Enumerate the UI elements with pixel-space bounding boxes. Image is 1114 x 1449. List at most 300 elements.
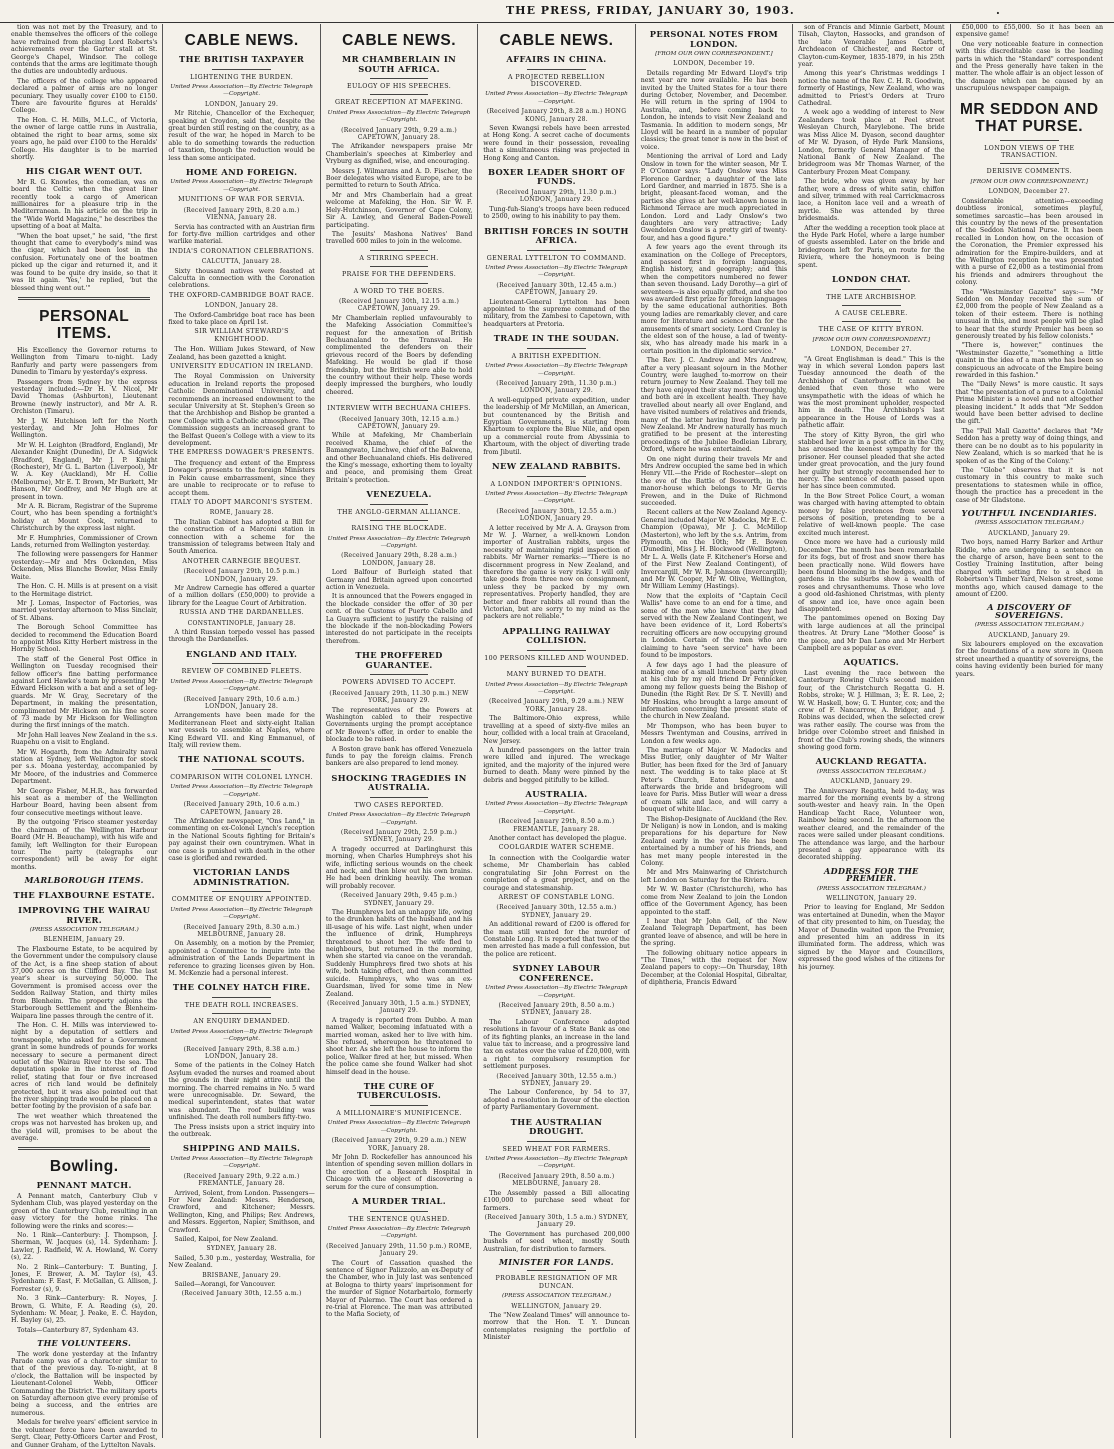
masthead-mark: . <box>996 4 1001 17</box>
column-5 <box>636 24 793 1438</box>
column-rule <box>370 674 429 675</box>
column-rule <box>212 1013 271 1014</box>
dateline: LONDON, December 27. <box>988 188 1070 196</box>
article-subheading: PROBABLE RESIGNATION OF MR DUNCAN. <box>495 1275 618 1290</box>
article-headline: SHOCKING TRAGEDIES IN AUSTRALIA. <box>331 772 467 793</box>
article-paragraph: The officers of the college who appeared declared a palmer of arms are no longer pecuniary. They usually cover £100 to £150. There are favourite figures at Heralds' College. <box>11 77 158 115</box>
article-subheading: A STIRRING SPEECH. <box>359 254 439 262</box>
article-subheading: MANY BURNED TO DEATH. <box>506 671 607 679</box>
dateline: (Received January 29th, 8.20 a.m.) VIENNA, January 28. <box>183 206 300 222</box>
article-subheading: A WORD TO THE BOERS. <box>353 287 445 295</box>
column-rule <box>842 305 901 306</box>
article-subheading: THE OXFORD-CAMBRIDGE BOAT RACE. <box>169 291 315 299</box>
dateline: (Received January 30th, 12.55 a.m.) LONDON, January 29. <box>496 507 617 523</box>
dateline: (Received January 29th, 11.30 p.m.) LONDON, January 29. <box>496 188 617 204</box>
article-headline: SHIPPING AND MAILS. <box>183 1143 301 1154</box>
column-rule <box>370 504 429 505</box>
section-heading: PERSONAL ITEMS. <box>39 307 130 342</box>
article-paragraph: The Bishop-Designate of Auckland (the Rev. Dr Neligan) is now in London, and is making preparations for his departure for New Zealand early in the year. He has been entertained by a number of his friends, and has met many people interested in the Colony. <box>640 815 788 868</box>
article-paragraph: son of Francis and Minnie Garbett, Mount Tilsah, Clayton, Hassocks, and grandson of the late Venerable James Garbett, Archdeacon of Chichester, and Rector of Clayton-cum-Keymer, 1835-1879, in his 25th year. <box>798 24 945 69</box>
article-subheading: TWO CASES REPORTED. <box>354 801 444 809</box>
article-headline: VICTORIAN LANDS ADMINISTRATION. <box>193 867 291 887</box>
article-subheading: SIR WILLIAM STEWARD'S KNIGHTHOOD. <box>194 328 289 343</box>
credit-line: United Press Association—By Electric Telegraph—Copyright. <box>485 363 628 377</box>
dateline: (Received January 29th, 8.50 a.m.) MELBOURNE, January 28. <box>498 1172 615 1188</box>
dateline: (Received January 29th, 10.6 a.m.) LONDON, January 28. <box>183 695 300 710</box>
dateline: (Received January 29th, 9.45 p.m.) SYDNEY, January 29. <box>340 892 458 907</box>
article-headline: APPALLING RAILWAY COLLISION. <box>502 625 611 646</box>
article-paragraph: The bride, who was given away by her father, wore a dress of white satin, chiffon and silver, trimmed with real Carrickmacross lace, a Honiton lace veil and a wreath of myrtle. She was attended by three bridesmaids. <box>798 178 945 223</box>
article-paragraph: Mr Ritchie, Chancellor of the Exchequer, speaking at Croydon, said that, despite the great burden still resting on the country, as a result of the war, he hoped in March to be able to do something towards the reduction of taxation, though the reduction would be less than some anticipated. <box>168 110 315 162</box>
credit-line: (PRESS ASSOCIATION TELEGRAM.) <box>816 768 926 775</box>
article-paragraph: Prior to leaving for England, Mr Seddon was entertained at Dunedin, when the Mayor of that city presented to him, on Tuesday, the Mayor of Dunedin waited upon the Premier, and presented him an address in its illuminated form. The address, which was signed by the Mayor and Councillors, expressed the good wishes of the citizens for his journey. <box>798 904 945 971</box>
article-paragraph: Mentioning the arrival of Lord and Lady Onslow in town for the winter season, Mr T. P. O'Connor says: "Lady Onslow was Miss Florence Gardner, a daughter of the late Lord Gardner, and married in 1875. She is a bright, pleasant-faced woman, and the parties she gives at her well-known house in Richmond Terrace are much appreciated in London. Lord and Lady Onslow's two daughters are very attractive; Lady Gwendolen Onslow is a pretty girl of twenty-four, and has a good figure." <box>640 153 788 242</box>
column-rule <box>370 78 429 79</box>
article-paragraph: The Labour Conference adopted resolutions in favour of a State Bank as one of its fighting planks, an increase in the land value tax to increase, and a progressive land tax on estates over the value of £20,000, with a right to compulsory resumption for settlement purposes. <box>483 1018 630 1071</box>
column-rule <box>527 650 586 651</box>
article-subheading: SEED WHEAT FOR FARMERS. <box>502 1145 611 1153</box>
double-rule <box>18 1147 150 1150</box>
article-paragraph: A few days ago I had the pleasure of making one of a small luncheon party given at his club by my old friend Dr Fennicker, among my fellow guests being the Bishop of Dunedin (the Right Rev. Dr S. T. Nevill) and Mr Hoskins, who brought a large amount of information concerning the present state of the church in New Zealand. <box>640 661 788 721</box>
dateline: LONDON, January 28. <box>205 302 279 310</box>
article-paragraph: Mr John Hall leaves New Zealand in the s.s. Ruapehu on a visit to England. <box>11 731 158 747</box>
article-paragraph: Recent callers at the New Zealand Agency-General included Major W. Madocks, Mr E. C. Champion (Opawa), Mr J. C. McMillop (Masterton), who left by the s.s. Antrim, from Plymouth, on the 10th; Mr E. Bowen (Dunedin), Miss J. H. Blockwood (Wellington), Mr L. A. Wells (late F. Kitchener's Horse and of the First New Zealand Contingent), of Invercargill, Mr W. R. Johnson (Invercargill); and Mr W. Cooper, Mr W. Olive, Wellington, Mr William Lemmy (Hastings). <box>640 509 788 591</box>
article-subheading: COMPARISON WITH COLONEL LYNCH. <box>170 773 314 781</box>
italic-headline: ADDRESS FOR THE PREMIER. <box>824 865 919 884</box>
article-paragraph: "A Great Englishman is dead." This is the way in which several London papers last Tuesday announced the death of the Archbishop of Canterbury. It cannot be denied that even those who were unsympathetic with the ideas of which he was the most prominent upholder, respected him in death. The Archbishop's last appearance in the House of Lords was a pathetic affair. <box>798 355 945 430</box>
dateline: (Received January 29th, 9.29 a.m.) NEW YORK, January 28. <box>489 698 624 713</box>
article-paragraph: The "Daily News" is more caustic. It says that "the presentation of a purse to a Colonial Prime Minister is a novel and not altogether pleasing incident." It adds that "Mr Seddon would have been better advised to decline the gift." <box>955 381 1103 426</box>
article-paragraph: One very noticeable feature in connection with this discreditable case is the leading parts in which the "Standard" correspondent and the Press generally have taken in the matter. The whole affair is an object lesson of the damage which can be caused by an unscrupulous newspaper campaign. <box>955 40 1103 93</box>
credit-line: United Press Association—By Electric Telegraph—Copyright. <box>170 179 314 193</box>
article-paragraph: The following were passengers for Hanmer yesterday:—Mr and Mrs Ockenden, Miss Ockenden, Miss Blanche Bowler, Miss Emily Waite. <box>11 551 158 581</box>
credit-line: United Press Association—By Electric Telegraph—Copyright. <box>485 681 628 696</box>
article-paragraph: A hundred passengers on the latter train were killed and injured. The wreckage ignited, and the majority of the injured were burned to death. Many were pinned by the debris and begged pitifully to be killed. <box>483 746 630 784</box>
credit-line: United Press Association—By Electric Telegraph—Copyright. <box>485 490 628 505</box>
dateline: (Received January 29th, 11.30 p.m.) LONDON, January 29. <box>496 379 617 395</box>
article-paragraph: Tung-fuh-Siang's troops have been reduced to 2500, owing to his inability to pay them. <box>483 205 630 221</box>
dateline: AUCKLAND, January 29. <box>830 778 913 786</box>
credit-line: (PRESS ASSOCIATION TELEGRAM.) <box>29 927 139 934</box>
article-paragraph: Mr Andrew Carnegie has offered a quarter of a million dollars (£50,000) to provide a library for the League Court of Arbitration. <box>168 584 315 607</box>
article-subheading: THE CASE OF KITTY BYRON. <box>818 326 924 334</box>
column-rule <box>212 997 271 998</box>
dateline: ROME, January 28. <box>209 509 274 517</box>
credit-line: (PRESS ASSOCIATION TELEGRAM.) <box>501 1293 612 1300</box>
dateline: (Received January 30th, 12.55 a.m.) SYDNEY, January 29. <box>496 904 617 919</box>
credit-line: (PRESS ASSOCIATION TELEGRAM.) <box>974 520 1084 527</box>
article-paragraph: Six labourers employed on the excavation for the foundations of a new store in Queen street unearthed a quantity of sovereigns, the coins having evidently been buried for many years. <box>955 641 1103 678</box>
article-paragraph: Mr J. W. Hutchison left for the North yesterday, and Mr John Holmes for Wellington. <box>11 417 158 440</box>
credit-line: United Press Association—By Electric Telegraph—Copyright. <box>327 535 471 549</box>
article-paragraph: The Court of Cassation quashed the sentence of Signor Palizzolo, an ex-Deputy of the Chamber, who in July last was sentenced at Bologna to thirty years' imprisonment for the murder of Signor Notarbartolo, formerly Mayor of Palermo. The Court has ordered a re-trial at Florence. The man was attributed to the Mafia Society, of <box>325 1259 473 1319</box>
dateline: (Received January 29th, 9.22 a.m.) FREMANTLE, January 28. <box>183 1172 300 1188</box>
dateline: LONDON, December 19. <box>673 60 755 68</box>
article-subheading: A CAUSE CELEBRE. <box>835 309 908 317</box>
article-headline: HIS CIGAR WENT OUT. <box>25 166 143 177</box>
article-paragraph: Arrived, Solent, from London. Passengers—For New Zealand: Messrs. Henderson, Crawford, and Kitchener; Messrs. Wellington, King, and Philips; Rev. Andrews, and Messrs. Eggerton, Napier, Smithson, and Crawford. <box>168 1189 315 1234</box>
dateline: AUCKLAND, January 29. <box>988 529 1071 537</box>
column-rule <box>842 321 901 322</box>
column-1 <box>6 24 163 1449</box>
article-paragraph: Two boys, named Harry Barker and Arthur Riddle, who are undergoing a sentence on the charge of arson, have been sent to the Costley Training Institution, after being charged with setting fire to a shed in Robertson's Timber Yard, Nelson street, some months ago, which caused damage to the amount of £200. <box>955 539 1103 598</box>
article-paragraph: A tragedy occurred at Darlinghurst this morning, when Charles Humphreys shot his wife, inflicting serious wounds on the cheek and neck, and then blew out his own brains. He had been drinking heavily. The woman will probably recover. <box>325 845 473 890</box>
article-subheading: A PROJECTED REBELLION DISCOVERED. <box>508 73 605 88</box>
article-paragraph: Mr W. H. Leighton (Bradford, England), Mr Alexander Knight (Dunedin), Dr A. Sidgwick (Bradford, England), Mr J. P. Knight (Rochester), Mr G. L. Barton (Liverpool), Mr W. A. Key (Auckland), Mr H. Collie (Melbourne), Mr E. T. Brown, Mr Burkett, Mr Hanson, Mr Godfrey, and Mr Hugh are at present in town. <box>11 441 158 501</box>
article-subheading: RAISING THE BLOCKADE. <box>351 525 447 533</box>
column-rule <box>370 266 429 267</box>
dateline: SYDNEY, January 28. <box>206 1245 277 1253</box>
article-headline: MR CHAMBERLAIN IN SOUTH AFRICA. <box>341 54 457 74</box>
article-paragraph: £50,000 to £55,000. So it has been an expensive game! <box>955 24 1103 39</box>
article-paragraph: A letter received by Mr A. A. Grayson from Mr W. J. Warner, a well-known London importer of Australian rabbits, urges the necessity of maintaining rigid inspection of rabbits. Mr Warner remarks:—"There is no discernment progress in New Zealand, and therefore the game is very risky. I will only take goods from three now on consignment, unless they be packed by my own representatives. Properly handled, they are better and finer rabbits all round than the Victorian, but are sorry to my mind as the packers are not reliable." <box>483 524 630 621</box>
article-subheading: COOLGARDIE WATER SCHEME. <box>498 844 615 852</box>
dateline: (Received January 30th, 12.45 a.m.) CAPETOWN, January 29. <box>496 281 617 297</box>
article-paragraph: Among this year's Christmas weddings I notice the name of the Rev. C. H. R. Goodwin, formerly of Hastings, New Zealand, who was admitted to Priest's Orders at Truro Cathedral. <box>798 70 945 108</box>
section-heading: CABLE NEWS. <box>342 32 457 49</box>
dateline: (Received January 29th, 8.50 a.m.) SYDNEY, January 28. <box>498 1001 615 1017</box>
dateline: BRISBANE, January 29. <box>202 1271 282 1279</box>
article-paragraph: Considerable attention—exceeding doubtless ironical, sometimes playful, sometimes sarcastic—has been aroused in this country by the news of the presentation of the Seddon National Purse. It has been recalled in London how, on the occasion of the Coronation, the Premier expressed his admiration for the Empire-builders, and at the Wellington reception he was presented with a purse of £2,000 as a testimonial from his friends and admirers throughout the colony. <box>955 197 1103 287</box>
article-paragraph: Mr John D. Rockefeller has announced his intention of spending seven million dollars in the erection of a Research Hospital in Chicago with the object of discovering a serum for the cure of consumption. <box>325 1154 473 1191</box>
article-headline: AQUATICS. <box>843 657 900 668</box>
article-paragraph: Medals for twelve years' efficient service in the volunteer force have been awarded to Sergt. Clear, Petty-Officers Carter and Frost, and Gunner Graham, of the Lyttelton Navals. <box>11 1419 158 1449</box>
dateline: (Received January 29th, 9.29 a.m.) NEW YORK, January 28. <box>331 1137 467 1152</box>
dateline: LONDON, January 29. <box>205 100 279 108</box>
dateline: (Received January 29th, 8.28 a.m.) HONG KONG, January 28. <box>486 108 627 123</box>
section-heading: MR SEDDON AND THAT PURSE. <box>960 100 1099 135</box>
credit-line: United Press Association—By Electric Telegraph—Copyright. <box>170 1155 314 1170</box>
article-paragraph: In connection with the Coolgardie water scheme, Mr Chamberlain has cabled congratulating Sir John Forrest on the completion of a great project, and on the courage and statesmanship. <box>483 854 630 892</box>
article-headline: THE PROFFERED GUARANTEE. <box>355 650 443 670</box>
article-paragraph: Totals—Canterbury 87, Sydenham 43. <box>17 1326 139 1334</box>
article-paragraph: The Hon. C. H. Mills was interviewed to-night by a deputation of settlers and townspeople, who asked for a Government grant in some hundreds of pounds for works necessary to secure a permanent direct outlet of the Wairau River to the sea. The deputation spoke in the interest of flood relief, stating that four or five increased acres of rich land would be definitely protected, but it was also pointed out that the river shipping trade would be placed on a better footing by the provision of a safe bar. <box>11 1021 158 1111</box>
article-headline: A MURDER TRIAL. <box>352 1196 447 1207</box>
article-subheading: LONDON VIEWS OF THE TRANSACTION. <box>984 144 1075 160</box>
italic-headline: A DISCOVERY OF SOVEREIGNS. <box>987 602 1072 620</box>
italic-headline: MINISTER FOR LANDS. <box>499 1256 614 1267</box>
article-paragraph: Now that the exploits of "Captain Cecil Wallis" have come to an end for a time, and some of the men who knew that they had served with the New Zealand Contingent, we have been evidence of it, Lord Roberts's recruiting officers are now occupying ground in London. Certain of the men who are claiming to have "seen service" have been found to be impostors. <box>640 592 788 660</box>
article-paragraph: Mr Thompson, who has been buyer to Messrs Twentyman and Cousins, arrived in London a few weeks ago. <box>640 722 788 745</box>
article-headline: VENEZUELA. <box>366 489 432 500</box>
article-subheading: UNIVERSITY EDUCATION IN IRELAND. <box>169 363 314 370</box>
article-paragraph: A Pennant match, Canterbury Club v Sydenham Club, was played yesterday on the green of the Canterbury Club, resulting in an easy victory for the home rinks. The following were the rinks and scores:— <box>11 1192 158 1230</box>
dateline: (Received January 29th, 8.28 a.m.) LONDON, January 28. <box>341 552 458 567</box>
dateline: (Received January 30th, 12.55 a.m.) SYDNEY, January 29. <box>496 1072 617 1088</box>
article-subheading: PRAISE FOR THE DEFENDERS. <box>342 271 457 279</box>
article-subheading: ITALY TO ADOPT MARCONI'S SYSTEM. <box>170 498 313 506</box>
article-paragraph: The story of Kitty Byron, the girl who stabbed her lover in a post office in the City, has aroused the keenest sympathy for the prisoner. Her counsel pleaded that she acted under great provocation, and the jury found her guilty but strongly recommended her to mercy. The sentence of death passed upon her has since been commuted. <box>798 431 945 491</box>
article-headline: THE FLAXBOURNE ESTATE. <box>13 889 155 900</box>
article-headline: LONDON CHAT. <box>831 274 911 284</box>
article-paragraph: The Flaxbourne Estate, to be acquired by the Government under the compulsory clause of the Act, is a fine sheep station of about 37,000 acres on the Clifford Bay. The last year's shear is surveying 50,000. The Government is promised access over the Seddon Railway Station, and thirty miles from Blenheim. The property adjoins the Starborough Settlement and the Blenheim-Waipara line passes through the centre of it. <box>11 945 158 1020</box>
article-paragraph: The Italian Cabinet has adopted a Bill for the construction of a Marconi station in connection with a scheme for the transmission of telegrams between Italy and South America. <box>168 518 315 556</box>
credit-line: United Press Association—By Electric Telegraph—Copyright. <box>170 784 314 798</box>
article-headline: HOME AND FOREIGN. <box>185 166 298 177</box>
article-paragraph: tion was not met by the Treasury, and to enable themselves the officers of the college have refrained from placing Lord Roberts's achievements over the Garter stall at St. George's Chapel, Windsor. The college contends that the arms are legitimate though the duties are undoubtedly arduous. <box>11 24 158 76</box>
dateline: (Received January 30th, 12.15 a.m.) CAPETOWN, January 29. <box>339 415 460 431</box>
article-paragraph: Sailed, Kaipoi, for New Zealand. <box>174 1235 279 1243</box>
article-subheading: ARREST OF CONSTABLE LONG. <box>498 893 615 901</box>
article-paragraph: Mr George Fisher, M.H.R., has forwarded his seat as a member of the Wellington Harbour Board, having been absent from four consecutive meetings without leave. <box>11 787 158 817</box>
article-paragraph: Mr and Mrs Mainwaring of Christchurch left London on Saturday for the Riviera. <box>640 869 788 884</box>
article-paragraph: "There is, however," continues the "Westminster Gazette," "something a little quaint in the idea of a man who has been so conspicuous an advocate of the Empire being rewarded in this fashion." <box>955 342 1103 380</box>
double-rule <box>18 297 150 300</box>
credit-line: United Press Association—By Electric Telegraph—Copyright. <box>327 1225 471 1240</box>
credit-line: United Press Association—By Electric Telegraph—Copyright. <box>327 109 471 124</box>
article-paragraph: The Hon. C. H. Mills, M.L.C., of Victoria, the owner of large cattle runs in Australia, obtained the right to bear arms, some six years ago, he paid over £100 to the Heralds' College. His daughter is to be married shortly. <box>11 116 158 161</box>
article-paragraph: Sailed, 5.30 p.m., yesterday, Westralia, for New Zealand. <box>168 1254 315 1270</box>
article-subheading: A BRITISH EXPEDITION. <box>511 352 602 360</box>
article-headline: TRADE IN THE SOUDAN. <box>493 333 620 344</box>
credit-line: United Press Association—By Electric Telegraph—Copyright. <box>170 678 314 693</box>
article-paragraph: "When the boat upset," he said, "the first thought that came to everybody's mind was the cigar, which had been lost in the confusion. Fortunately one of the boatmen picked up the cigar and returned it, and it was found to be quite dry inside, so that it was lit again. 'Yes,' he replied, 'but the blessed thing went out.'" <box>11 232 158 292</box>
article-paragraph: Some of the patients in the Colney Hatch Asylum evaded the nurses and roamed about the grounds in their night attire until the morning. The charred remains in No. 5 ward were unrecognisable. Dr. Seward, the medical superintendent, states that water was abundant. The roof building was unfinished. The death roll numbers fifty-two. <box>168 1062 315 1122</box>
dateline: (Received January 29th, 10.6 a.m.) CAPETOWN, January 28. <box>183 801 300 816</box>
article-paragraph: A tragedy is reported from Dubbo. A man named Walker, becoming infatuated with a married woman, asked her to live with him. She refused, whereupon he threatened to shoot her. As she left the house to inform the police, Walker fired at her, but missed. When the police came she found Walker had shot himself dead in the house. <box>325 1016 473 1076</box>
column-rule <box>527 1270 586 1271</box>
article-headline: THE COLNEY HATCH FIRE. <box>172 982 311 993</box>
newspaper-columns <box>6 24 1108 1449</box>
column-rule <box>370 1105 429 1106</box>
column-rule <box>370 250 429 251</box>
article-paragraph: The Afrikander newspapers praise Mr Chamberlain's speeches at Kimberley and Vryburg as dignified, wise, and encouraging. <box>325 143 473 166</box>
column-rule <box>370 520 429 521</box>
article-subheading: A MILLIONAIRE'S MUNIFICENCE. <box>336 1109 462 1117</box>
article-paragraph: The following obituary notice appears in "The Times," with the request for New Zealand papers to copy:—On Thursday, 18th December, at the Colonial Hospital, Gibraltar, of diphtheria, Francis Edward <box>640 949 788 987</box>
article-paragraph: No. 2 Rink—Canterbury: T. Bunting, J. Jones, F. Brewer, A. M. Taylor (s), 43. Sydenham: F. East, F. McGallan, G. Allison, J. Forrester (s), 9. <box>11 1263 158 1293</box>
article-paragraph: The Royal Commission on University education in Ireland reports the proposed Catholic Denominational University, and recommends an increased endowment to the secular University at St. Stephen's Green so that the Archbishop and Bishop be granted a new College with a Catholic atmosphere. The Commission suggests an increased grant to the Belfast Queen's College with a view to its development. <box>168 373 315 448</box>
article-paragraph: Mr A. R. Bicram, Registrar of the Supreme Court, who has been spending a fortnight's holiday at Mount Cook, returned to Christchurch by the express last night. <box>11 503 158 533</box>
article-headline: THE CURE OF TUBERCULOSIS. <box>356 1080 442 1101</box>
article-paragraph: A week ago a wedding of interest to New Zealanders took place at Peel street Wesleyan Church, Marylebone. The bride was Miss Alice M. Dyason, second daughter of Mr W. Dyason, of Hyde Park Mansions, London, formerly General Manager of the National Bank of New Zealand. The bridegroom was Mr Thomas Warner, of the Canterbury Frozen Meat Company. <box>798 109 945 176</box>
dateline: CONSTANTINOPLE, January 28. <box>187 619 296 627</box>
article-subheading: AN ENQUIRY DEMANDED. <box>193 1018 290 1026</box>
column-rule <box>370 283 429 284</box>
italic-headline: MARLBOROUGH ITEMS. <box>24 875 144 886</box>
credit-line: United Press Association—By Electric Telegraph—Copyright. <box>327 1120 471 1134</box>
article-paragraph: The representatives of the Powers at Washington cabled to their respective Governments urging the prompt acceptance of Mr Bowen's offer, in order to enable the blockade to be raised. <box>325 706 473 744</box>
article-headline: SYDNEY LABOUR CONFERENCE. <box>512 963 601 983</box>
article-paragraph: The pantomimes opened on Boxing Day with large audiences at all the principal theatres. At Drury Lane "Mother Goose" is the piece, and Mr Dan Leno and Mr Herbert Campbell are as popular as ever. <box>798 615 945 652</box>
credit-line: United Press Association—By Electric Telegraph—Copyright. <box>170 906 314 921</box>
article-subheading: EULOGY OF HIS SPEECHES. <box>347 83 452 90</box>
column-rule <box>370 1211 429 1212</box>
dateline: (Received January 30th, 1.5 a.m.) SYDNEY, January 29. <box>327 999 471 1015</box>
credit-line: United Press Association—By Electric Telegraph—Copyright. <box>485 1156 628 1170</box>
article-subheading: THE LATE ARCHBISHOP. <box>826 293 917 301</box>
article-paragraph: The Labour Conference, by 54 to 37, adopted a resolution in favour of the election of party Parliamentary Government. <box>483 1089 630 1112</box>
article-subheading: THE DEATH ROLL INCREASES. <box>184 1001 299 1009</box>
article-paragraph: Seven Kwangsi rebels have been arrested at Hong Kong. A secret cache of documents were found in their possession, revealing that a simultaneous rising was projected in Hong Kong and Canton. <box>483 124 630 162</box>
credit-line: [FROM OUR OWN CORRESPONDENT.] <box>970 178 1089 185</box>
article-subheading: INDIA'S CORONATION CELEBRATIONS. <box>169 247 315 255</box>
article-paragraph: Another contact has developed the plague. <box>489 835 627 843</box>
column-rule <box>370 400 429 401</box>
credit-line: United Press Association—By Electric Telegraph—Copyright. <box>485 801 628 815</box>
masthead-title: THE PRESS, FRIDAY, JANUARY 30, 1903. <box>506 4 795 17</box>
article-headline: ENGLAND AND ITALY. <box>185 648 298 659</box>
credit-line: (PRESS ASSOCIATION TELEGRAM.) <box>816 885 926 892</box>
article-paragraph: On Assembly, on a motion by the Premier, appointed a Committee to inquire into the administration of the Lands Department in reference to grazing licenses given by Hon. M. McKenzie had a personal interest. <box>168 940 315 977</box>
dateline: (Received January 29th, 8.38 a.m.) LONDON, January 28. <box>183 1045 300 1060</box>
article-paragraph: The Baltimore-Ohio express, while travelling at a speed of sixty-five miles an hour, collided with a local train at Graceland, New Jersey. <box>483 715 630 745</box>
article-paragraph: The Hon. William Jukes Steward, of New Zealand, has been gazetted a knight. <box>168 346 315 361</box>
article-paragraph: Once more we have had a curiously mild December. The month has been remarkable for its fogs, but of frost and snow there has been practically none. Wild flowers have been found blooming in the hedges, and the gardens in the suburbs show a wealth of roses and chrysanthemums. Those who love a good old-fashioned Christmas, with plenty of snow and ice, have once again been disappointed. <box>798 539 945 613</box>
italic-headline: THE VOLUNTEERS. <box>37 1338 132 1349</box>
article-subheading: THE ANGLO-GERMAN ALLIANCE. <box>337 508 461 516</box>
article-paragraph: Details regarding Mr Edward Lloyd's trip next year are now available. He has been invited by the United States for a tour there during October, November, and December. He will return in the spring of 1904 to Australia, and, before coming back to London, he intends to visit New Zealand and Tasmania. In addition to modern songs, Mr Lloyd will be heard in a number of popular classics; the great tenor is now in the best of voice. <box>640 69 788 151</box>
column-7 <box>951 24 1108 1438</box>
article-paragraph: The Anniversary Regatta, held to-day, was marred for the morning events by a strong south-wester and heavy rain. In the Open Handicap Yacht Race, Volunteer won, Rainbow being second. In the afternoon the weather cleared, and the remainder of the races were sailed under pleasant conditions. The attendance was large, and the harbour presented a gay appearance with its decorated shipping. <box>798 787 945 862</box>
column-2 <box>163 24 320 1438</box>
article-paragraph: The Hon. C. H. Mills is at present on a visit to the Hermitage district. <box>11 583 158 598</box>
credit-line: United Press Association—By Electric Telegraph—Copyright. <box>485 91 628 105</box>
dateline: (Received January 29th, 9.29 a.m.) CAPETOWN, January 28. <box>341 126 458 142</box>
column-rule <box>370 94 429 95</box>
dateline: (Received January 29th, 11.50 p.m.) ROME, January 29. <box>326 1242 473 1258</box>
article-paragraph: The Borough School Committee has decided to recommend the Education Board to appoint Miss Kitty Herbert mistress in the Hornby School. <box>11 624 158 654</box>
credit-line: United Press Association—By Electric Telegraph—Copyright. <box>485 265 628 279</box>
credit-line: United Press Association—By Electric Telegraph—Copyright. <box>327 812 471 826</box>
dateline: AUCKLAND, January 29. <box>988 631 1071 639</box>
dateline: (Received January 29th, 10.5 p.m.) LONDON, January 29. <box>183 568 300 583</box>
dateline: CALCUTTA, January 28. <box>201 258 282 266</box>
dateline: (Received January 30th, 12.15 a.m.) CAPETOWN, January 29. <box>339 297 460 313</box>
article-paragraph: Servia has contracted with an Austrian firm for forty-five million cartridges and other warlike material. <box>168 223 315 246</box>
column-rule <box>527 348 586 349</box>
column-rule <box>527 69 586 70</box>
article-paragraph: Mr J. Lomas, Inspector of Factories, was married yesterday afternoon to Miss Sinclair, of St. Albans. <box>11 599 158 622</box>
column-rule <box>212 891 271 892</box>
article-paragraph: In the Bow Street Police Court, a woman was charged with having attempted to obtain money by false pretences from several persons of position, pretending to be a relative of well-known people. The case excited much interest. <box>798 492 945 537</box>
column-rule <box>1000 163 1059 164</box>
dateline: BLENHEIM, January 29. <box>43 936 125 944</box>
article-subheading: LIGHTENING THE BURDEN. <box>190 73 294 81</box>
article-paragraph: The Assembly passed a Bill allocating £100,000 to purchase seed wheat for farmers. <box>483 1189 630 1212</box>
article-paragraph: An additional reward of £200 is offered for the man still wanted for the murder of Constable Long. It is reported that two of the men arrested has made a full confession, but the police are reticent. <box>483 921 630 958</box>
article-headline: THE NATIONAL SCOUTS. <box>178 754 305 765</box>
article-subheading: POWERS ADVISED TO ACCEPT. <box>342 679 456 687</box>
column-rule <box>212 769 271 770</box>
article-paragraph: While at Mafeking, Mr Chamberlain received Khama, the chief of the Bamangwato, Linchwe, chief of the Bakwena, and other Bechuanaland chiefs. His delivered the King's message, exhorting them to loyalty and peace, and promising them Great Britain's protection. <box>325 432 473 484</box>
article-paragraph: Mr F. Humphries, Commissioner of Crown Lands, returned from Wellington yesterday. <box>11 534 158 550</box>
article-paragraph: The Government has purchased 200,000 bushels of seed wheat, mostly South Australian, for distribution to farmers. <box>483 1230 630 1253</box>
column-rule <box>527 1141 586 1142</box>
dateline: (Received January 29th, 8.50 a.m.) FREMANTLE, January 28. <box>498 818 615 833</box>
column-rule <box>842 289 901 290</box>
article-paragraph: Lieutenant-General Lyttelton has been appointed to the supreme command of the military, from the Zambesi to Capetown, with headquarters at Pretoria. <box>483 298 630 328</box>
article-paragraph: The Jesuits' Mashona Natives' Band travelled 600 miles to join in the welcome. <box>325 230 473 246</box>
article-subheading: GENERAL LYTTELTON TO COMMAND. <box>486 254 627 262</box>
credit-line: United Press Association—By Electric Telegraph—Copyright. <box>170 1028 314 1043</box>
article-paragraph: Arrangements have been made for the Mediterranean Fleet and sixty-eight Italian war vessels to assemble at Naples, where King Edward VII. and King Emmanuel, of Italy, will review them. <box>168 712 315 749</box>
article-paragraph: The work done yesterday at the Infantry Parade camp was of a character similar to that of the previous day. To-night, at 8 o'clock, the Battalion will be inspected by Lieutenant-Colonel Webb, Officer Commanding the District. The military sports on Saturday afternoon give every promise of being a success, and the entries are numerous. <box>11 1350 158 1417</box>
article-subheading: ANOTHER CARNEGIE BEQUEST. <box>182 557 301 565</box>
dateline: (Received January 30th, 1.5 a.m.) SYDNEY, January 29. <box>484 1213 629 1229</box>
column-rule <box>527 666 586 667</box>
credit-line: United Press Association—By Electric Telegraph—Copyright. <box>485 985 628 999</box>
article-subheading: RUSSIA AND THE DARDANELLES. <box>179 609 305 617</box>
article-paragraph: The Afrikander newspaper, "Ons Land," in commenting on ex-Colonel Lynch's reception in the National Scouts fighting for Britain's pay against their own countrymen. What in one case is punished with death in the other case is glorified and rewarded. <box>168 817 315 862</box>
credit-line: [FROM OUR OWN CORRESPONDENT.] <box>655 51 773 57</box>
article-paragraph: The "Westminster Gazette" says:— "Mr Seddon on Monday received the sum of £2,000 from the people of New Zealand as a token of their esteem. There is nothing unusual in this, and most people will be glad to hear that the sturdy Premier has been so generously treated by his fellow colonists." <box>955 288 1103 340</box>
article-paragraph: The Humphreys led an unhappy life, owing to the drunken habits of the husband and his ill-usage of his wife. Last night, when under the influence of drink, Humphreys threatened to shoot her. The wife fled to neighbours, but returned in the morning, when she started via canoe on the verandah. Suddenly Humphreys fired two shots at his wife, both taking effect, and then committed suicide. Humphreys, who was an ex-Guardsman, lived for some time in New Zealand. <box>325 909 473 998</box>
credit-line: [FROM OUR OWN CORRESPONDENT.] <box>812 336 931 343</box>
article-subheading: REVIEW OF COMBINED FLEETS. <box>181 668 302 676</box>
article-paragraph: After the wedding a reception took place at the Hyde Park Hotel, where a large number of guests assembled. Later on the bride and bridegroom left for Paris, en route for the Riviera, where the honeymoon is being spent. <box>798 224 945 269</box>
article-subheading: GREAT RECEPTION AT MAFEKING. <box>334 99 464 107</box>
dateline: (Received January 29th, 2.59 p.m.) SYDNEY, January 29. <box>340 828 458 844</box>
credit-line: (PRESS ASSOCIATION TELEGRAM.) <box>974 622 1084 629</box>
article-headline: AUCKLAND REGATTA. <box>815 756 928 767</box>
column-rule <box>1000 140 1059 141</box>
article-paragraph: The "New Zealand Times" will announce to-morrow that the Hon. T. Y. Duncan contemplates resigning the portfolio of Minister <box>483 1311 630 1342</box>
article-subheading: THE EMPRESS DOWAGER'S PRESENTS. <box>168 449 315 457</box>
article-headline: AFFAIRS IN CHINA. <box>506 54 607 64</box>
dateline: WELLINGTON, January 29. <box>511 1302 602 1310</box>
section-heading: CABLE NEWS. <box>184 32 299 49</box>
article-subheading: DERISIVE COMMENTS. <box>986 168 1072 176</box>
article-headline: PERSONAL NOTES FROM LONDON. <box>649 29 779 49</box>
article-paragraph: Mr and Mrs Chamberlain had a great welcome at Mafeking, the Hon. Sir W. F. Hely-Hutchinson, Governor of Cape Colony, Sir A. Lawley, and General Baden-Powell participating. <box>325 191 473 229</box>
article-headline: THE BRITISH TAXPAYER <box>179 54 305 64</box>
article-paragraph: Sixty thousand natives were feasted at Calcutta in connection with the Coronation celebrations. <box>168 267 315 290</box>
dateline: WELLINGTON, January 29. <box>826 894 917 902</box>
article-paragraph: The frequency and extent of the Empress Dowager's presents to the foreign Ministers in Pekin cause embarrassment, since they are unable to reciprocate or to refuse to accept them. <box>168 459 315 497</box>
article-subheading: A LONDON IMPORTER'S OPINIONS. <box>490 480 623 488</box>
column-rule <box>212 663 271 664</box>
article-headline: THE AUSTRALIAN DROUGHT. <box>510 1116 603 1137</box>
article-paragraph: The Rev. J. C. Andrew and Mrs Andrew, after a very pleasant sojourn in the Mother Country, were laughed to-morrow on their return journey to New Zealand. They tell me they have enjoyed their stay most thoroughly, and both are in excellent health. They have travelled about nearly all over England, and have visited numbers of relatives and friends, many of the latter having lived formerly in New Zealand. Mr Andrew naturally has much gratified to be present at the interesting proceedings of the Jubilee Bodleian Library, Oxford, where he was entertained. <box>640 357 788 454</box>
article-paragraph: Last evening the race between the Canterbury Rowing Club's second maiden four, of the Christchurch Regatta G. H. Robbs, stroke; W. J. Hillman, 3; E. R. Lee, 2; W. W. Haskell, bow; G. T. Hunter, cox; and the crew of F. Nancarrow, A. Bridger, and J. Robins was decided, when the selected crew was rather easily. The course was from the bridge over Colombo street and finished in front of the Club's rowing sheds, the winners showing good form. <box>798 669 945 751</box>
article-paragraph: His Excellency the Governor returns to Wellington from Timaru to-night. Lady Ranfurly and party were passengers from Dunedin to Timaru by yesterday's express. <box>11 346 158 377</box>
article-paragraph: The "Pall Mall Gazette" declares that "Mr Seddon has a pretty way of doing things, and there can be no doubt as to his popularity in New Zealand, which is so marked that he is spoken of as the King of the Colony." <box>955 427 1103 465</box>
column-3 <box>321 24 478 1438</box>
italic-headline: YOUTHFUL INCENDIARIES. <box>961 507 1098 518</box>
article-headline: PENNANT MATCH. <box>36 1180 132 1191</box>
article-paragraph: The "Globe" observes that it is not customary in this country to make such presentations to statesmen while in office, though the practice has a precedent in the case of Mr Gladstone. <box>955 466 1103 504</box>
article-paragraph: Mr R. G. Knowles, the comedian, was on board the Celtic when the great liner recently took a cargo of American millionaires for a pleasure trip in the Mediterranean. In his article on the trip in the "Wide World Magazine," he describes the upsetting of a boat at Malta. <box>11 178 158 231</box>
article-paragraph: Lord Balfour of Burleigh stated that Germany and Britain agreed upon concerted action in Venezuela. <box>325 569 473 592</box>
section-heading: CABLE NEWS. <box>499 32 614 49</box>
article-subheading: THE SENTENCE QUASHED. <box>348 1215 450 1223</box>
column-rule <box>527 250 586 251</box>
article-paragraph: On one night during their travels Mr and Mrs Andrew occupied the same bed in which Henry VII.—the Pride of Rochester—slept on the eve of the Battle of Bosworth, in the manor-house which belongs to Mr Gervis Frewen, and in the Duke of Richmond succeeded. <box>640 455 788 507</box>
column-rule <box>527 476 586 477</box>
article-paragraph: Mr Chamberlain replied unfavourably to the Mafeking Association Committee's request for the annexation of British Bechuanaland to the Transvaal. He complimented the defenders on their grievous record of the Boers by defending Mafeking. He would be glad if those friendship, but the British were able to hold the country without their help. These words deeply impressed the burghers, who loudly cheered. <box>325 314 473 396</box>
article-headline: NEW ZEALAND RABBITS. <box>492 461 621 472</box>
article-paragraph: The wet weather which threatened the crops was not harvested has broken up, and the yield will, promises to be about the average. <box>11 1112 158 1142</box>
article-paragraph: A few years ago the event through its examination on the College of Preceptors, and passed first in foreign languages, English history, and geography; and this when the competitors numbered no fewer than seven thousand. Lady Dorothy—a girl of seventeen—is also equally gifted, and she too was awarded first prize for foreign languages by the same educational authorities. Both young ladies are remarkably clever, and care more for literature and science than for the amusements of smart society. Lord Cranley is the eldest son of the house, a lad of twenty-six, who has already made his mark in a certain position in the diplomatic service." <box>640 244 788 355</box>
article-paragraph: The staff of the General Post Office in Wellington on Tuesday recognised their fellow officer's fine batting performance against Lord Hawke's team by presenting Mr Edward Hickson with a bat and a set of leg-guards. Mr W. Gray, Secretary of the Department, in making the presentation, complimented Mr Hickson on his fine score of 73 made by Mr Hickson for Wellington during the first innings of the match. <box>11 655 158 730</box>
dateline: LONDON, December 27. <box>830 346 912 354</box>
article-paragraph: The Press insists upon a strict inquiry into the outbreak. <box>168 1123 315 1138</box>
dateline: (Received January 29th, 8.30 a.m.) MELBOURNE, January 28. <box>183 923 300 938</box>
masthead <box>0 0 1114 23</box>
section-heading: Bowling. <box>49 1158 119 1176</box>
article-subheading: INTERVIEW WITH BECHUANA CHIEFS. <box>327 405 471 413</box>
article-paragraph: I hear that Mr John Gell, of the New Zealand Telegraph Department, has been granted leave of absence, and will be here in the spring. <box>640 917 788 948</box>
credit-line: United Press Association—By Electric Telegraph—Copyright. <box>170 83 314 98</box>
article-subheading: 100 PERSONS KILLED AND WOUNDED. <box>484 654 629 662</box>
article-subheading: MUNITIONS OF WAR FOR SERVIA. <box>178 196 306 204</box>
article-paragraph: The Oxford-Cambridge boat race has been fixed to take place on April 1st. <box>168 311 315 326</box>
article-paragraph: By the outgoing 'Frisco steamer yesterday the chairman of the Wellington Harbour Board (Mr H. Beauchamp), with his wife and family, left Wellington for their European tour. The party (telegraphs our correspondent) will be away for eight months. <box>11 819 158 871</box>
column-rule <box>370 797 429 798</box>
article-paragraph: Mr W. W. Baxter (Christchurch), who has come from New Zealand to join the London office of the Government Agency, has been appointed to the staff. <box>640 886 788 916</box>
article-paragraph: It is announced that the Powers engaged in the blockade consider the offer of 30 per cent. of the Customs of Puerto Cabello and La Guayra sufficient to justify the raising of the blockade if the non-blockading Powers interested do not participate in the receipts therefrom. <box>325 593 473 645</box>
